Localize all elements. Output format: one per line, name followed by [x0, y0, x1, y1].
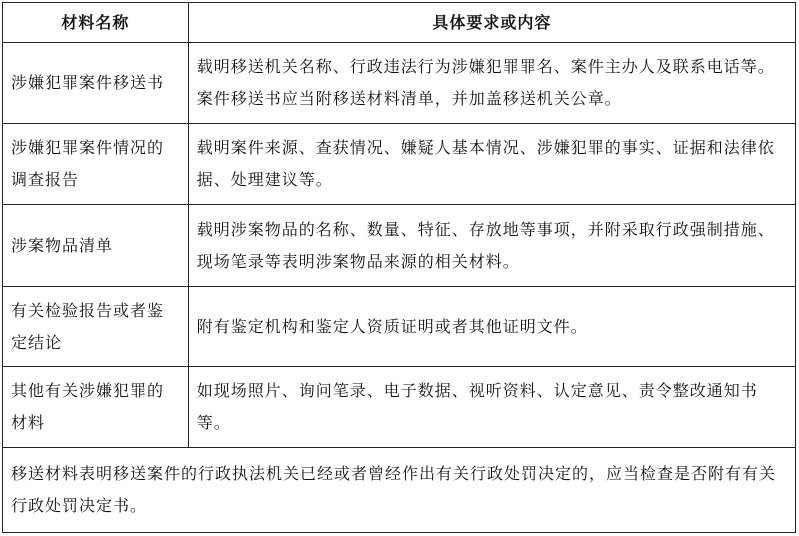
requirement-cell: 载明案件来源、查获情况、嫌疑人基本情况、涉嫌犯罪的事实、证据和法律依据、处理建议等。: [188, 124, 795, 205]
table-row: [3, 124, 796, 205]
requirement-cell: 附有鉴定机构和鉴定人资质证明或者其他证明文件。: [188, 287, 795, 366]
transfer-materials-table: [2, 2, 796, 533]
table-row: [3, 205, 796, 287]
requirement-cell: 载明涉案物品的名称、数量、特征、存放地等事项，并附采取行政强制措施、现场笔录等表明涉案物品来源的相关材料。: [188, 205, 795, 287]
header-material-name: 材料名称: [3, 3, 189, 43]
material-name-cell: 涉嫌犯罪案件情况的调查报告: [3, 124, 189, 205]
table-row: [3, 43, 796, 124]
material-name-cell: 涉嫌犯罪案件移送书: [3, 43, 189, 124]
requirement-cell: 载明移送机关名称、行政违法行为涉嫌犯罪罪名、案件主办人及联系电话等。案件移送书应当附移送材料清单，并加盖移送机关公章。: [188, 43, 795, 124]
table-row: [3, 287, 796, 366]
material-name-cell: 有关检验报告或者鉴定结论: [3, 287, 189, 366]
material-name-cell: 其他有关涉嫌犯罪的材料: [3, 366, 189, 447]
note-row: [3, 447, 796, 532]
note-cell: 移送材料表明移送案件的行政执法机关已经或者曾经作出有关行政处罚决定的，应当检查是否附有有关行政处罚决定书。: [3, 447, 796, 532]
requirement-cell: 如现场照片、询问笔录、电子数据、视听资料、认定意见、责令整改通知书等。: [188, 366, 795, 447]
material-name-cell: 涉案物品清单: [3, 205, 189, 287]
table-row: [3, 366, 796, 447]
header-requirement: 具体要求或内容: [188, 3, 795, 43]
table-header-row: [3, 3, 796, 43]
